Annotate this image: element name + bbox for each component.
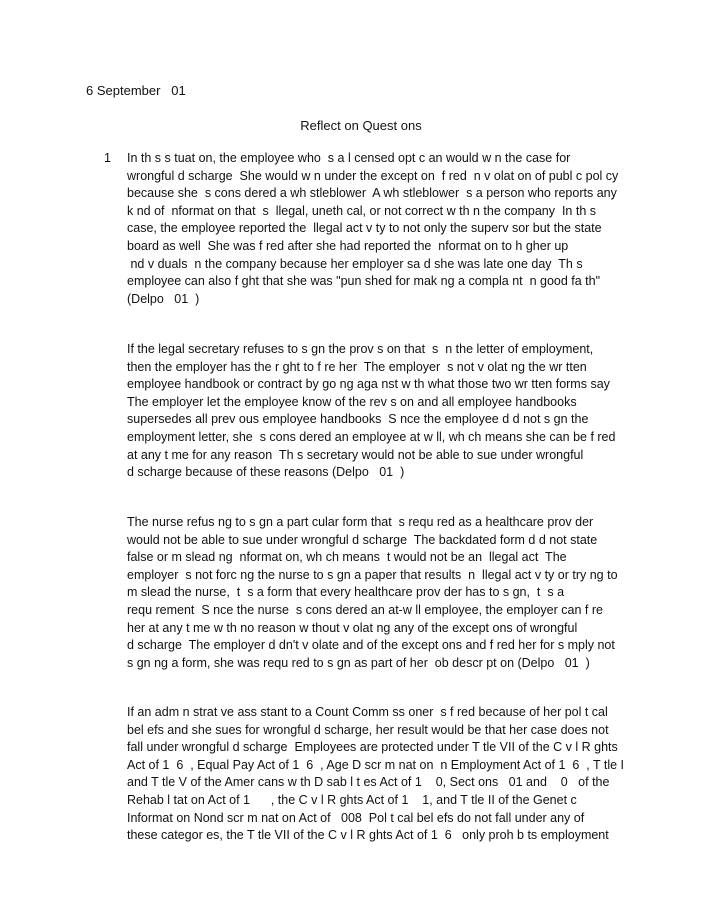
- text-line: If the legal secretary refuses to s gn the prov s on that s n the letter of employment,: [127, 342, 594, 356]
- paragraph-3: [127, 514, 647, 672]
- text-line: board as well She was f red after she had reported the nformat on to h gher up: [127, 238, 569, 253]
- text-line: her at any t me w th no reason w thout v olat ng any of the except ons of wrongful: [127, 620, 578, 635]
- text-line: wrongful d scharge She would w n under the except on f red n v olat on of publ c pol cy: [127, 168, 619, 183]
- text-line: The employer let the employee know of the rev s on and all employee handbooks: [127, 394, 577, 409]
- text-line: fall under wrongful d scharge Employees are protected under T tle VII of the C v l R ghts: [127, 740, 618, 755]
- text-line: and T tle V of the Amer cans w th D sab l t es Act of 1 0, Sect ons 01 and 0 of the: [127, 775, 610, 790]
- text-line: (Delpo 01 ): [127, 291, 200, 306]
- list-item-number: 1: [104, 151, 111, 165]
- text-line: employee can also f ght that she was "pun shed for mak ng a compla nt n good fa th": [127, 274, 601, 289]
- paragraph-4: [127, 704, 647, 845]
- text-line: employer s not forc ng the nurse to s gn a paper that results n llegal act v ty or try ng to: [127, 567, 618, 582]
- text-line: employee handbook or contract by go ng aga nst w th what those two wr tten forms say: [127, 377, 610, 392]
- text-line: Rehab l tat on Act of 1 , the C v l R ghts Act of 1 1, and T tle II of the Genet c: [127, 792, 577, 807]
- document-title: Reflect on Quest ons: [300, 118, 422, 133]
- text-line: bel efs and she sues for wrongful d scharge, her result would be that her case does not: [127, 722, 609, 737]
- text-line: s gn ng a form, she was requ red to s gn as part of her ob descr pt on (Delpo 01 ): [127, 655, 590, 670]
- text-line: supersedes all prev ous employee handbooks S nce the employee d d not s gn the: [127, 412, 589, 427]
- text-line: m slead the nurse, t s a form that every healthcare prov der has to s gn, t s a: [127, 585, 565, 600]
- text-line: k nd of nformat on that s llegal, uneth cal, or not correct w th n the company In th s: [127, 203, 596, 218]
- text-line: these categor es, the T tle VII of the C v l R ghts Act of 1 6 only proh b ts employment: [127, 828, 609, 843]
- text-line: Informat on Nond scr m nat on Act of 008 Pol t cal bel efs do not fall under any of: [127, 810, 585, 825]
- text-line: case, the employee reported the llegal act v ty to not only the superv sor but the state: [127, 221, 602, 236]
- text-line: Act of 1 6 , Equal Pay Act of 1 6 , Age D scr m nat on n Employment Act of 1 6 , T tle I: [127, 757, 625, 772]
- paragraph-1: [127, 150, 647, 308]
- text-line: requ rement S nce the nurse s cons dered an at-w ll employee, the employer can f re: [127, 602, 603, 617]
- text-line: at any t me for any reason Th s secretary would not be able to sue under wrongful: [127, 447, 584, 462]
- paragraph-2: [127, 341, 647, 482]
- text-line: d scharge because of these reasons (Delpo 01 ): [127, 465, 405, 480]
- text-line: In th s s tuat on, the employee who s a l censed opt c an would w n the case for: [127, 151, 571, 165]
- document-date: 6 September 01: [86, 83, 186, 98]
- text-line: The nurse refus ng to s gn a part cular form that s requ red as a healthcare prov der: [127, 515, 594, 529]
- text-line: nd v duals n the company because her employer sa d she was late one day Th s: [127, 256, 583, 271]
- text-line: d scharge The employer d dn't v olate and of the except ons and f red her for s mply not: [127, 638, 615, 653]
- text-line: employment letter, she s cons dered an employee at w ll, wh ch means she can be f red: [127, 429, 616, 444]
- text-line: If an adm n strat ve ass stant to a Count Comm ss oner s f red because of her pol t cal: [127, 705, 608, 719]
- text-line: because she s cons dered a wh stleblower A wh stleblower s a person who reports any: [127, 186, 617, 201]
- text-line: false or m slead ng nformat on, wh ch means t would not be an llegal act The: [127, 550, 567, 565]
- text-line: then the employer has the r ght to f re her The employer s not v olat ng the wr tten: [127, 359, 587, 374]
- text-line: would not be able to sue under wrongful d scharge The backdated form d d not state: [127, 532, 598, 547]
